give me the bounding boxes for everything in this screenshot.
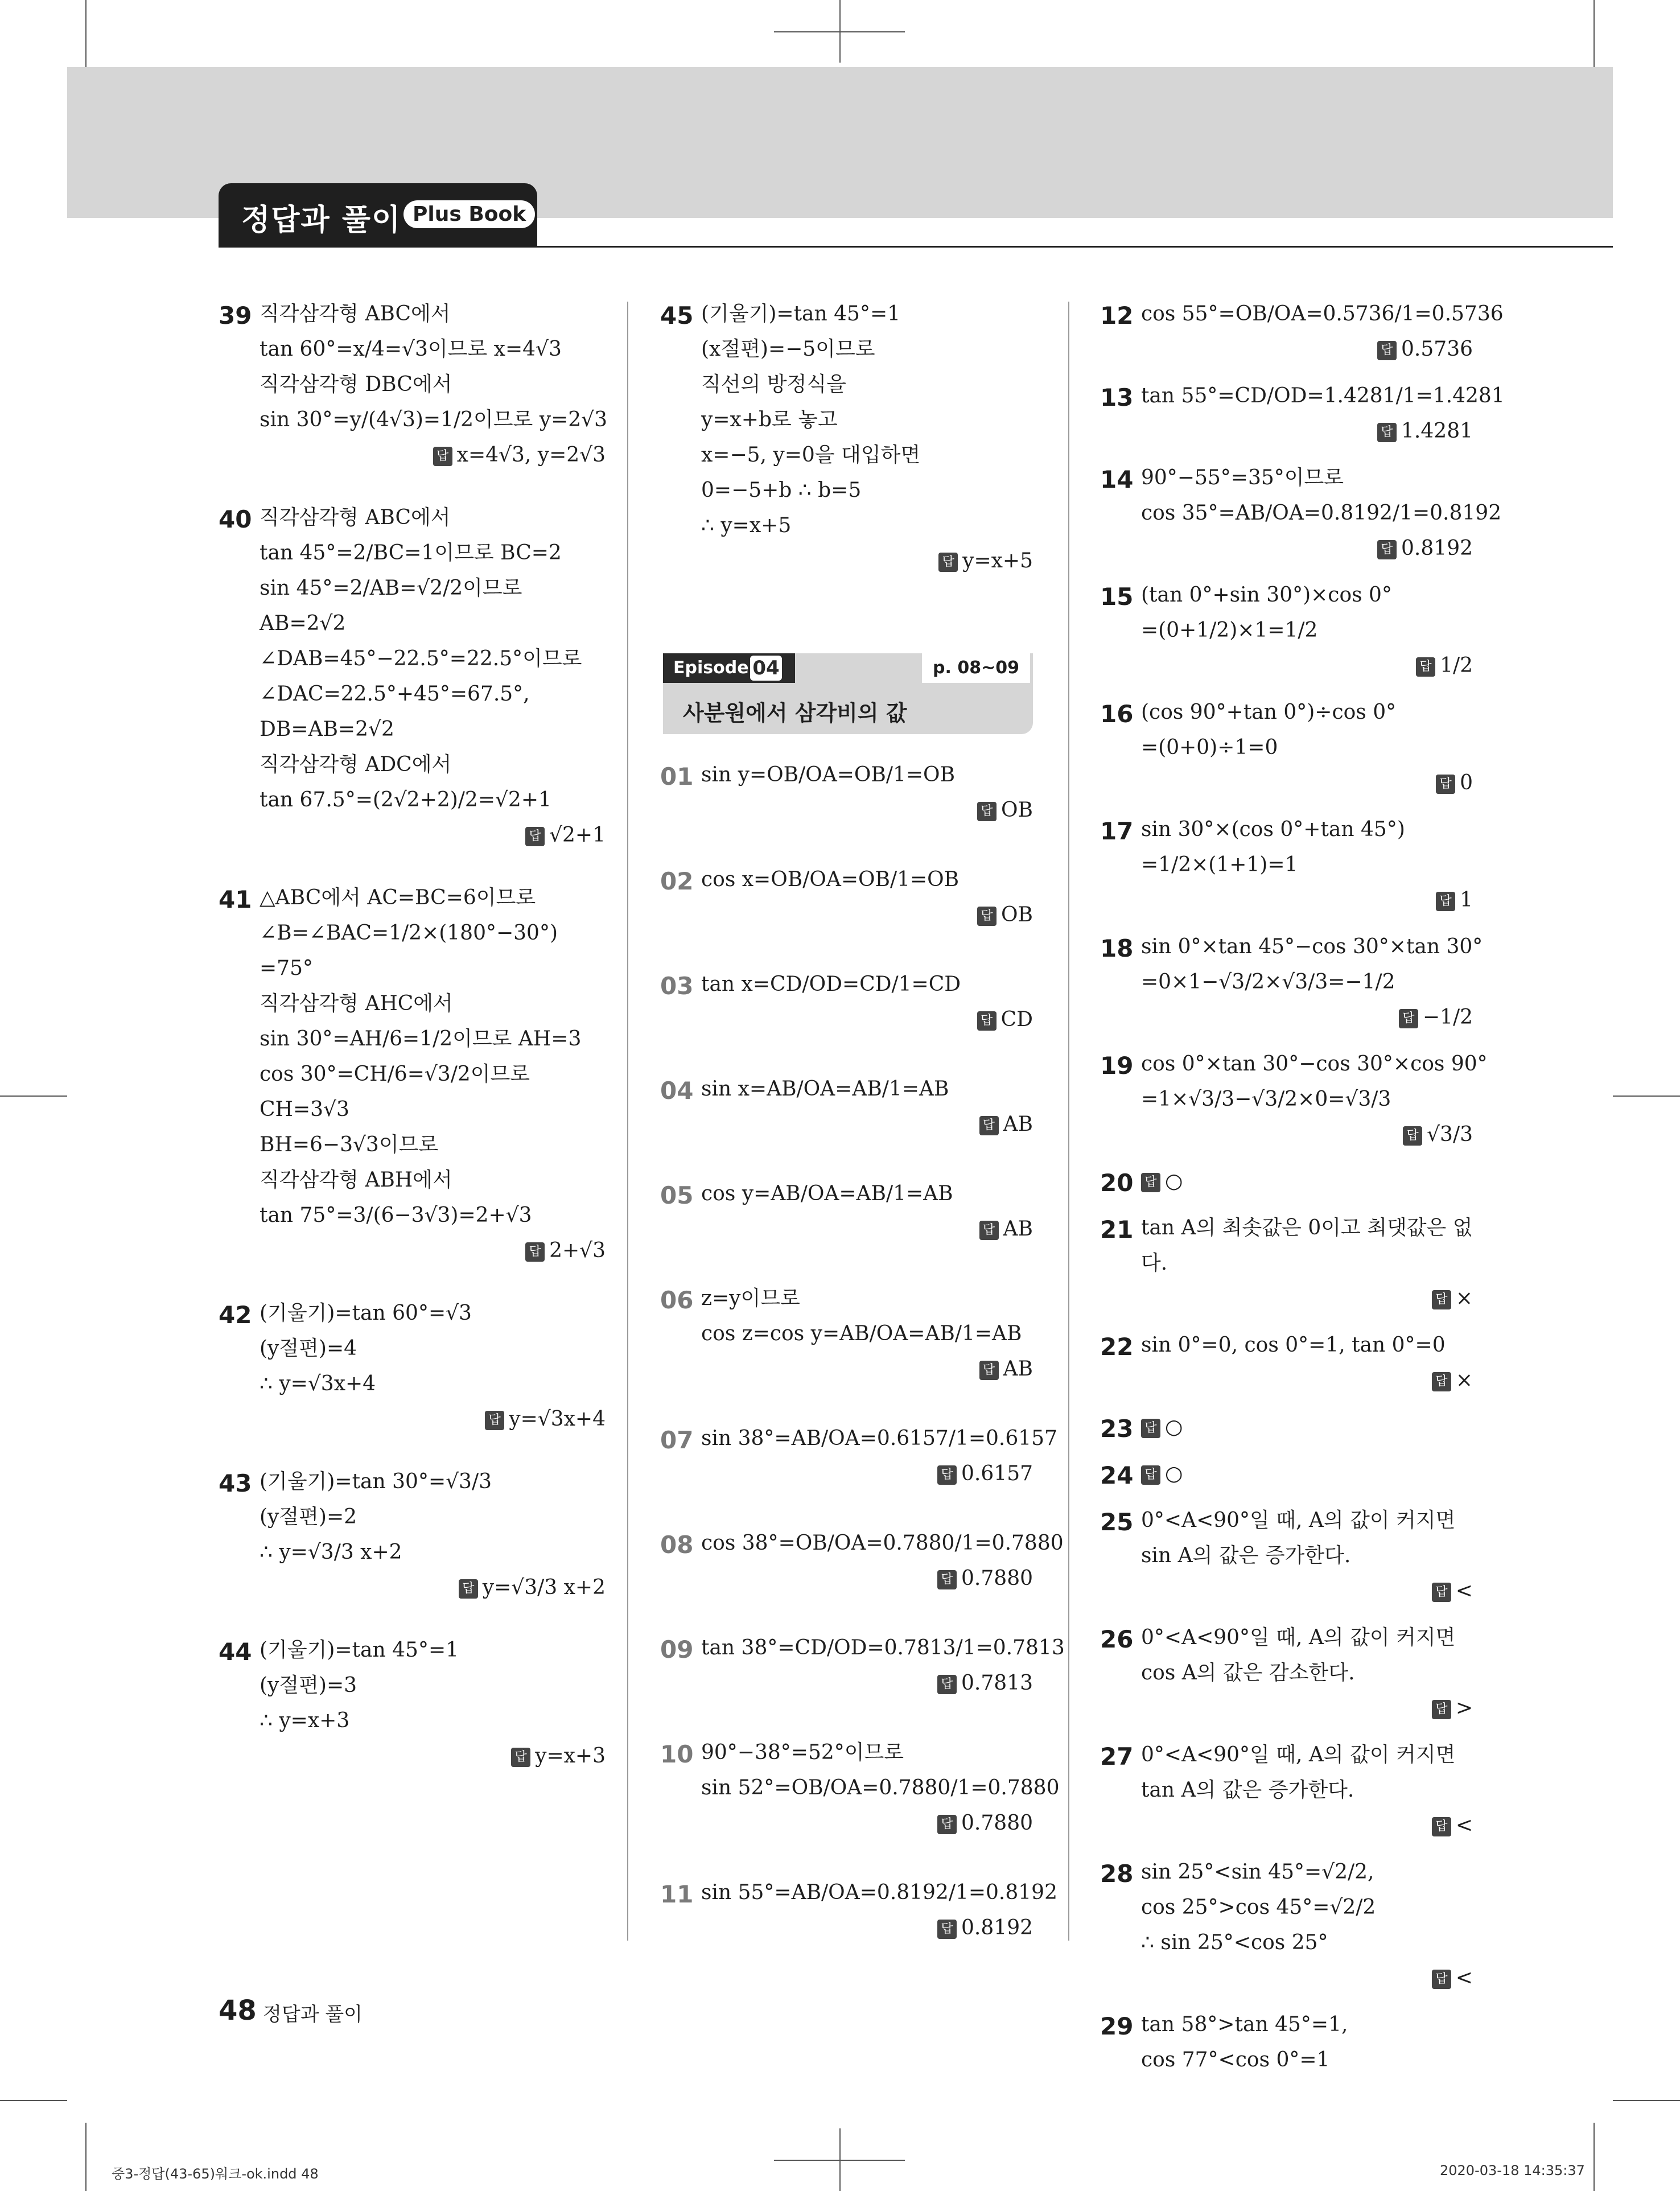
solution-line: sin 0°×tan 45°−cos 30°×tan 30°	[1141, 935, 1483, 958]
answer-mark-icon: 답	[459, 1579, 478, 1599]
answer-value: 0.8192	[961, 1916, 1033, 1939]
problem-number: 23	[1100, 1415, 1134, 1443]
problem-number: 25	[1100, 1508, 1134, 1536]
answer-mark-icon: 답	[1432, 1290, 1451, 1309]
answer-value: AB	[1003, 1113, 1033, 1136]
slug-file: 중3-정답(43-65)워크-ok.indd 48	[112, 2166, 319, 2182]
answer-mark-icon: 답	[1141, 1419, 1160, 1438]
crop-mark	[1593, 0, 1595, 67]
answer	[977, 1007, 1033, 1032]
column-3	[1100, 302, 1505, 2071]
problem-number: 02	[660, 867, 694, 895]
solution-line: =1/2×(1+1)=1	[1141, 853, 1298, 876]
solution-line: CH=3√3	[260, 1098, 349, 1121]
problem-number: 03	[660, 972, 694, 1000]
problem-number: 08	[660, 1531, 694, 1559]
solution-line: sin A의 값은 증가한다.	[1141, 1544, 1351, 1567]
answer-mark-icon: 답	[1403, 1126, 1422, 1146]
answer-mark-icon: 답	[1432, 1700, 1451, 1719]
solution-line: 직각삼각형 ABC에서	[260, 302, 451, 326]
answer-mark-icon: 답	[937, 1570, 957, 1589]
answer	[1141, 1415, 1183, 1440]
answer-value: OB	[1001, 903, 1033, 926]
answer-value: AB	[1003, 1357, 1033, 1381]
solution-line: sin 45°=2/AB=√2/2이므로	[260, 576, 522, 600]
problem-number: 19	[1100, 1052, 1134, 1080]
problem-number: 12	[1100, 302, 1134, 330]
solution-line: ∴ y=x+5	[701, 514, 792, 537]
answer	[1141, 1461, 1183, 1486]
answer	[511, 1744, 606, 1769]
problem-number: 26	[1100, 1625, 1134, 1653]
solution-line: tan 55°=CD/OD=1.4281/1=1.4281	[1141, 384, 1505, 407]
solution-line: cos 0°×tan 30°−cos 30°×cos 90°	[1141, 1052, 1488, 1076]
answer-value: −1/2	[1422, 1006, 1473, 1029]
problem-number: 24	[1100, 1461, 1134, 1489]
solution-line: 0°<A<90°일 때, A의 값이 커지면	[1141, 1626, 1456, 1649]
solution-line: x=−5, y=0을 대입하면	[701, 443, 921, 467]
answer	[1432, 1966, 1473, 1991]
answer-mark-icon: 답	[511, 1748, 530, 1767]
solution-line: 0°<A<90°일 때, A의 값이 커지면	[1141, 1743, 1456, 1766]
answer-value: 0.7880	[961, 1811, 1033, 1835]
problem-number: 44	[219, 1638, 252, 1666]
answer	[1377, 337, 1473, 362]
answer-mark-icon: 답	[525, 827, 545, 846]
problem-number: 13	[1100, 384, 1134, 411]
page-title: 정답과 풀이	[241, 203, 402, 237]
answer	[525, 1238, 606, 1263]
answer-mark-icon: 답	[485, 1411, 504, 1430]
answer-mark-icon: 답	[1432, 1970, 1451, 1989]
answer-value: ×	[1455, 1369, 1473, 1392]
answer-value: 0.5736	[1401, 337, 1473, 361]
solution-line: tan 67.5°=(2√2+2)/2=√2+1	[260, 788, 551, 812]
solution-line: sin 0°=0, cos 0°=1, tan 0°=0	[1141, 1333, 1446, 1357]
solution-line: (기울기)=tan 60°=√3	[260, 1302, 472, 1325]
answer-mark-icon: 답	[1399, 1009, 1418, 1028]
crop-mark	[0, 2100, 67, 2101]
answer-mark-icon: 답	[1377, 540, 1397, 559]
solution-line: 90°−38°=52°이므로	[701, 1741, 904, 1764]
solution-line: (기울기)=tan 45°=1	[260, 1638, 459, 1662]
episode-pages: p. 08~09	[922, 653, 1030, 683]
solution-line: cos y=AB/OA=AB/1=AB	[701, 1182, 953, 1205]
answer-value: CD	[1000, 1008, 1033, 1031]
answer-value: 1	[1460, 888, 1473, 912]
answer-mark-icon: 답	[937, 1675, 957, 1694]
solution-line: sin 38°=AB/OA=0.6157/1=0.6157	[701, 1427, 1057, 1450]
problem-number: 20	[1100, 1169, 1134, 1197]
answer-value: 0	[1460, 771, 1473, 794]
plus-book-badge: Plus Book	[403, 200, 535, 228]
problem-number: 28	[1100, 1860, 1134, 1888]
solution-line: =1×√3/3−√3/2×0=√3/3	[1141, 1088, 1391, 1111]
answer	[1399, 1005, 1473, 1030]
answer	[525, 823, 606, 848]
crop-mark	[0, 1096, 67, 1097]
problem-number: 11	[660, 1880, 694, 1908]
answer	[977, 798, 1033, 823]
solution-line: (기울기)=tan 30°=√3/3	[260, 1470, 492, 1493]
problem-number: 05	[660, 1181, 694, 1209]
problem-number: 14	[1100, 466, 1134, 493]
solution-line: DB=AB=2√2	[260, 718, 394, 741]
solution-line: sin 55°=AB/OA=0.8192/1=0.8192	[701, 1881, 1057, 1904]
solution-line: sin 52°=OB/OA=0.7880/1=0.7880	[701, 1776, 1060, 1799]
episode-title: 사분원에서 삼각비의 값	[683, 701, 907, 726]
problem-number: 39	[219, 302, 252, 330]
crop-mark	[774, 2160, 905, 2161]
problem-number: 16	[1100, 700, 1134, 728]
solution-line: 직선의 방정식을	[701, 373, 846, 396]
solution-line: (y절편)=3	[260, 1674, 357, 1697]
answer-mark-icon: 답	[1377, 341, 1397, 360]
solution-line: =0×1−√3/2×√3/3=−1/2	[1141, 970, 1395, 994]
answer	[979, 1357, 1033, 1382]
problem-number: 45	[660, 302, 694, 330]
answer-mark-icon: 답	[977, 1011, 997, 1031]
answer-value: >	[1455, 1696, 1473, 1720]
solution-line: cos 77°<cos 0°=1	[1141, 2048, 1330, 2071]
answer-value: y=√3/3 x+2	[482, 1576, 606, 1599]
answer-value: 0.7880	[961, 1567, 1033, 1590]
answer-mark-icon: 답	[1141, 1173, 1160, 1192]
problem-number: 17	[1100, 817, 1134, 845]
solution-line: (y절편)=2	[260, 1505, 357, 1529]
solution-line: (tan 0°+sin 30°)×cos 0°	[1141, 583, 1392, 607]
column-1	[219, 302, 606, 1952]
solution-line: =(0+0)÷1=0	[1141, 736, 1278, 759]
solution-line: =75°	[260, 957, 313, 980]
answer	[485, 1407, 606, 1432]
solution-line: ∴ y=√3x+4	[260, 1372, 376, 1395]
solution-line: (x절편)=−5이므로	[701, 337, 875, 361]
answer	[938, 549, 1033, 574]
answer	[1377, 536, 1473, 561]
answer-value: 1/2	[1440, 654, 1473, 677]
solution-line: (y절편)=4	[260, 1337, 357, 1360]
answer-value: √3/3	[1427, 1123, 1473, 1146]
solution-line: sin 25°<sin 45°=√2/2,	[1141, 1860, 1374, 1884]
answer-value: 0.8192	[1401, 537, 1473, 560]
answer-mark-icon: 답	[1432, 1372, 1451, 1391]
solution-line: 직각삼각형 DBC에서	[260, 373, 452, 396]
solution-line: 0=−5+b ∴ b=5	[701, 479, 862, 502]
answer-mark-icon: 답	[938, 553, 958, 572]
solution-line: ∠DAC=22.5°+45°=67.5°,	[260, 682, 530, 706]
answer	[1377, 419, 1473, 444]
answer-mark-icon: 답	[433, 447, 452, 466]
answer	[1436, 771, 1473, 796]
problem-number: 09	[660, 1636, 694, 1663]
answer-value: ○	[1165, 1169, 1183, 1193]
problem-number: 15	[1100, 583, 1134, 611]
answer-value: x=4√3, y=2√3	[456, 443, 606, 467]
answer-mark-icon: 답	[979, 1116, 999, 1135]
answer-mark-icon: 답	[1436, 892, 1455, 911]
solution-line: cos 35°=AB/OA=0.8192/1=0.8192	[1141, 501, 1502, 525]
solution-line: 90°−55°=35°이므로	[1141, 466, 1344, 489]
problem-number: 40	[219, 505, 252, 533]
answer-value: √2+1	[549, 823, 606, 847]
answer	[1416, 653, 1473, 678]
solution-line: 직각삼각형 ABC에서	[260, 506, 451, 529]
solution-line: △ABC에서 AC=BC=6이므로	[260, 886, 536, 909]
solution-line: ∴ sin 25°<cos 25°	[1141, 1931, 1328, 1954]
answer-value: 0.7813	[961, 1671, 1033, 1695]
answer-value: ×	[1455, 1287, 1473, 1310]
answer	[1432, 1579, 1473, 1604]
episode-number: 04	[750, 656, 782, 681]
solution-line: BH=6−3√3이므로	[260, 1133, 439, 1156]
problem-number: 41	[219, 886, 252, 913]
solution-line: (cos 90°+tan 0°)÷cos 0°	[1141, 701, 1397, 724]
answer	[937, 1461, 1033, 1486]
answer-value: ○	[1165, 1415, 1183, 1439]
problem-number: 29	[1100, 2012, 1134, 2040]
problem-number: 43	[219, 1469, 252, 1497]
solution-line: ∠B=∠BAC=1/2×(180°−30°)	[260, 921, 558, 945]
solution-line: 다.	[1141, 1251, 1168, 1275]
column-2	[660, 302, 1065, 1952]
solution-line: 직각삼각형 ABH에서	[260, 1168, 452, 1192]
solution-line: cos 38°=OB/OA=0.7880/1=0.7880	[701, 1531, 1064, 1555]
answer-mark-icon: 답	[1416, 657, 1435, 677]
answer-mark-icon: 답	[525, 1242, 545, 1262]
problem-number: 06	[660, 1286, 694, 1314]
problem-number: 10	[660, 1740, 694, 1768]
solution-line: cos z=cos y=AB/OA=AB/1=AB	[701, 1322, 1022, 1345]
answer	[1403, 1122, 1473, 1147]
answer-mark-icon: 답	[977, 907, 997, 926]
problem-number: 22	[1100, 1333, 1134, 1361]
title-rule	[219, 246, 1613, 248]
answer-value: ○	[1165, 1462, 1183, 1485]
answer	[1432, 1813, 1473, 1838]
solution-line: tan A의 최솟값은 0이고 최댓값은 없	[1141, 1216, 1473, 1239]
title-tab	[219, 183, 537, 246]
answer-value: y=√3x+4	[509, 1407, 606, 1431]
problem-number: 18	[1100, 934, 1134, 962]
solution-line: sin 30°=y/(4√3)=1/2이므로 y=2√3	[260, 408, 608, 431]
answer	[1432, 1286, 1473, 1311]
episode-tag: Episode	[663, 653, 795, 683]
solution-line: ∴ y=√3/3 x+2	[260, 1541, 402, 1564]
answer-mark-icon: 답	[1436, 775, 1455, 794]
answer	[977, 903, 1033, 928]
problem-number: 04	[660, 1077, 694, 1105]
problem-number: 21	[1100, 1216, 1134, 1243]
solution-line: tan 75°=3/(6−3√3)=2+√3	[260, 1204, 532, 1227]
crop-mark	[1613, 1096, 1680, 1097]
column-divider	[1068, 302, 1069, 1941]
solution-line: tan 58°>tan 45°=1,	[1141, 2013, 1348, 2036]
crop-mark	[85, 2123, 87, 2191]
answer	[433, 443, 606, 468]
page-number: 48	[219, 1995, 257, 2027]
answer-mark-icon: 답	[937, 1815, 957, 1834]
solution-line: sin 30°×(cos 0°+tan 45°)	[1141, 818, 1405, 841]
answer-value: 2+√3	[549, 1239, 606, 1262]
solution-line: ∴ y=x+3	[260, 1709, 350, 1732]
answer-value: <	[1455, 1814, 1473, 1837]
solution-line: 직각삼각형 AHC에서	[260, 992, 453, 1015]
crop-mark	[1593, 2123, 1595, 2191]
crop-mark	[1613, 2100, 1680, 2101]
solution-line: cos 30°=CH/6=√3/2이므로	[260, 1062, 530, 1086]
answer-value: 1.4281	[1401, 419, 1473, 443]
answer-value: <	[1455, 1579, 1473, 1603]
solution-line: sin 30°=AH/6=1/2이므로 AH=3	[260, 1027, 582, 1051]
answer-value: 0.6157	[961, 1462, 1033, 1485]
answer-mark-icon: 답	[1377, 423, 1397, 442]
solution-line: ∠DAB=45°−22.5°=22.5°이므로	[260, 647, 582, 670]
solution-line: cos 25°>cos 45°=√2/2	[1141, 1896, 1376, 1919]
solution-line: tan A의 값은 증가한다.	[1141, 1778, 1354, 1802]
problem-number: 27	[1100, 1743, 1134, 1770]
solution-line: cos A의 값은 감소한다.	[1141, 1661, 1355, 1685]
solution-line: tan x=CD/OD=CD/1=CD	[701, 973, 961, 996]
answer-mark-icon: 답	[1432, 1583, 1451, 1602]
answer-mark-icon: 답	[977, 802, 997, 821]
solution-line: tan 60°=x/4=√3이므로 x=4√3	[260, 337, 562, 361]
answer-value: OB	[1001, 798, 1033, 822]
solution-line: y=x+b로 놓고	[701, 408, 838, 431]
problem-number: 42	[219, 1301, 252, 1329]
answer-mark-icon: 답	[937, 1920, 957, 1939]
answer-mark-icon: 답	[1432, 1817, 1451, 1836]
answer-mark-icon: 답	[979, 1361, 999, 1380]
answer-mark-icon: 답	[1141, 1465, 1160, 1485]
solution-line: AB=2√2	[260, 612, 346, 635]
answer-value: y=x+3	[535, 1744, 606, 1768]
solution-line: cos 55°=OB/OA=0.5736/1=0.5736	[1141, 302, 1504, 326]
solution-line: sin x=AB/OA=AB/1=AB	[701, 1077, 949, 1101]
solution-line: sin y=OB/OA=OB/1=OB	[701, 763, 956, 786]
answer-mark-icon: 답	[979, 1221, 999, 1240]
solution-line: 0°<A<90°일 때, A의 값이 커지면	[1141, 1509, 1456, 1532]
problem-number: 07	[660, 1426, 694, 1454]
answer-value: AB	[1003, 1217, 1033, 1241]
solution-line: tan 45°=2/BC=1이므로 BC=2	[260, 541, 562, 565]
solution-line: z=y이므로	[701, 1287, 800, 1310]
solution-line: 직각삼각형 ADC에서	[260, 753, 452, 776]
solution-line: =(0+1/2)×1=1/2	[1141, 619, 1318, 642]
answer-value: <	[1455, 1966, 1473, 1990]
answer-mark-icon: 답	[937, 1465, 957, 1485]
answer	[937, 1916, 1033, 1941]
answer-value: y=x+5	[962, 549, 1033, 573]
crop-mark	[85, 0, 87, 67]
footer-label: 정답과 풀이	[263, 2003, 363, 2026]
column-divider	[627, 302, 628, 1941]
answer	[1432, 1368, 1473, 1393]
crop-mark	[774, 31, 905, 32]
answer	[937, 1671, 1033, 1696]
solution-line: cos x=OB/OA=OB/1=OB	[701, 868, 960, 891]
slug-date: 2020-03-18 14:35:37	[1440, 2163, 1585, 2178]
answer	[937, 1811, 1033, 1836]
answer	[1432, 1696, 1473, 1721]
answer	[979, 1112, 1033, 1137]
solution-line: (기울기)=tan 45°=1	[701, 302, 901, 326]
answer	[979, 1217, 1033, 1242]
answer	[459, 1575, 606, 1600]
answer	[1436, 888, 1473, 913]
answer	[937, 1566, 1033, 1591]
answer	[1141, 1169, 1183, 1194]
problem-number: 01	[660, 763, 694, 790]
solution-line: tan 38°=CD/OD=0.7813/1=0.7813	[701, 1636, 1065, 1659]
